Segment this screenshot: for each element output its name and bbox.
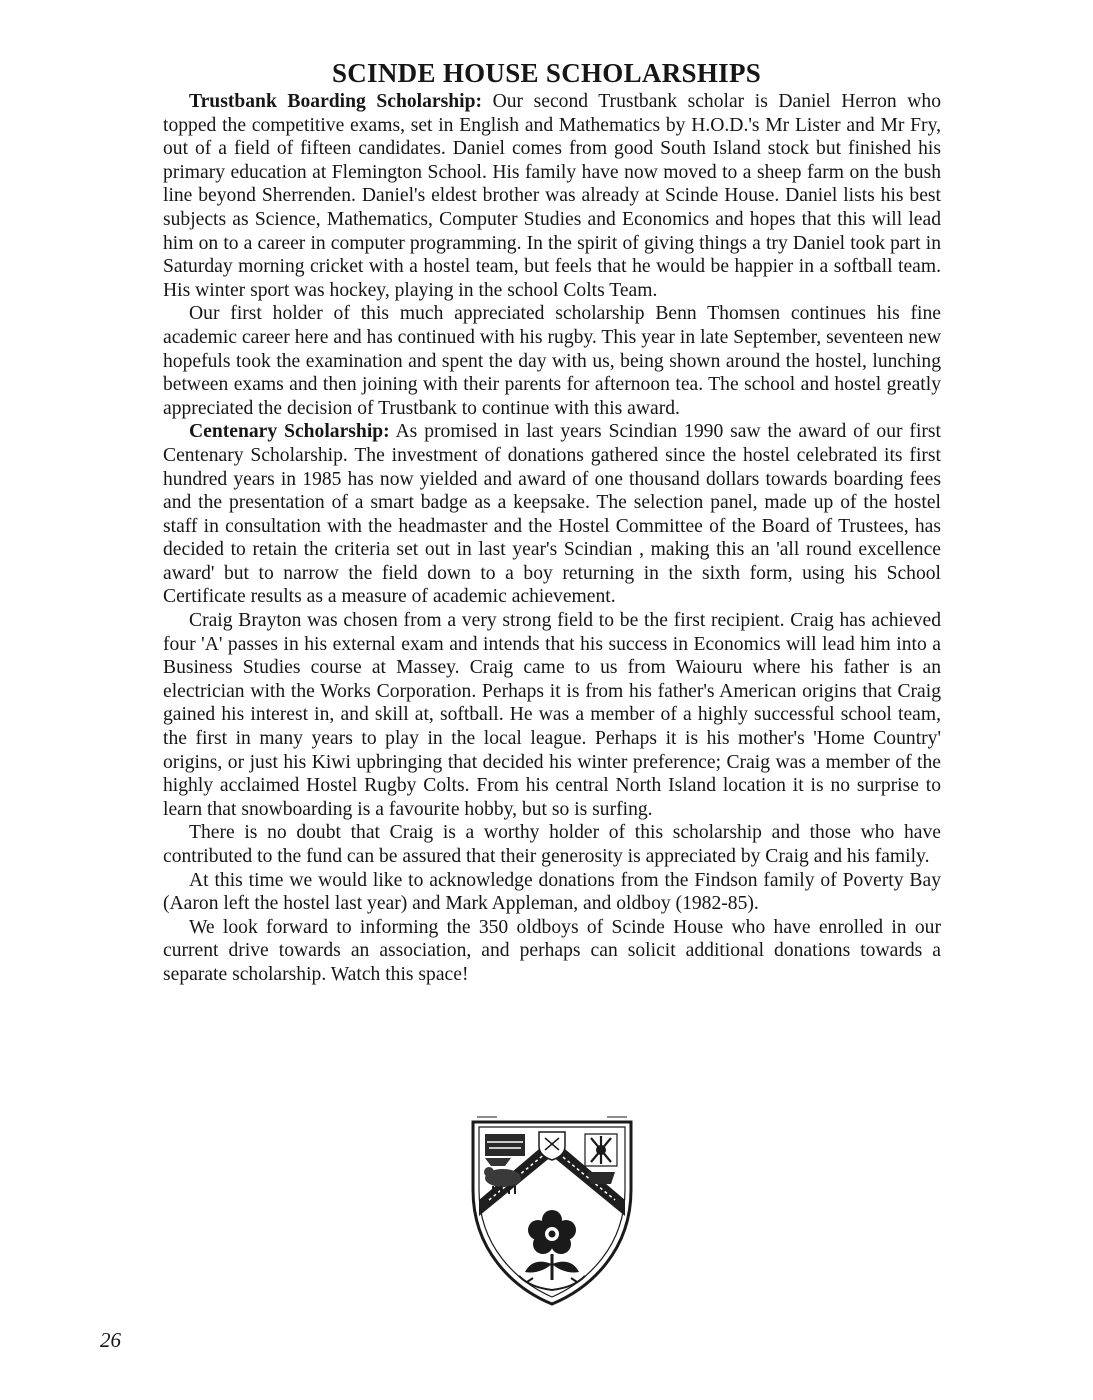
paragraph-donations [163,869,941,916]
paragraph-benn-thomsen [163,302,941,420]
paragraph-text: There is no doubt that Craig is a worthy holder of this scholarship and those who have contributed to the fund can be assured that their generosity is appreciated by Craig and his family. [163,822,941,867]
page-title: SCINDE HOUSE SCHOLARSHIPS [331,58,762,88]
paragraph-text: Craig Brayton was chosen from a very strong field to be the first recipient. Craig has achieved four 'A' passes in his external exam and intends that his success in Economics will lead him into a Business Studies course at Massey. Craig came to us from Waiouru where his father is an electrician with the Works Corporation. Perhaps it is from his father's American origins that Craig gained his interest in, and skill at, softball. He was a member of a highly successful school team, the first in many years to play in the local league. Perhaps it is his mother's 'Home Country' origins, or just his Kiwi upbringing that decided his winter preference; Craig was a member of the highly acclaimed Hostel Rugby Colts. From his central North Island location it is no surprise to learn that snowboarding is a favourite hobby, but so is surfing. [163,610,941,820]
paragraph-text: As promised in last years Scindian 1990 saw the award of our first Centenary Scholarship. The investment of donations gathered since the hostel celebrated its first hundred years in 1985 has now yielded and award of one thousand dollars towards boarding fees and the presentation of a smart badge as a keepsake. The selection panel, made up of the hostel staff in consultation with the headmaster and the Hostel Committee of the Board of Trustees, has decided to retain the criteria set out in last year's Scindian , making this an 'all round excellence award' but to narrow the field down to a boy returning in the sixth form, using his School Certificate results as a measure of academic achievement. [163,421,941,608]
paragraph-trustbank [163,90,941,302]
article-body [163,90,941,987]
paragraph-lead: Centenary Scholarship: [189,421,390,443]
page-number: 26 [100,1328,121,1352]
paragraph-oldboys [163,916,941,987]
paragraph-text: Our second Trustbank scholar is Daniel Herron who topped the competitive exams, set in English and Mathematics by H.O.D.'s Mr Lister and Mr Fry, out of a field of fifteen candidates. Daniel comes from good South Island stock but finished his primary education at Flemington School. His family have now moved to a sheep farm on the bush line beyond Sherrenden. Daniel's eldest brother was already at Scinde House. Daniel lists his best subjects as Science, Mathematics, Computer Studies and Economics and hopes that this will lead him on to a career in computer programming. In the spirit of giving things a try Daniel took part in Saturday morning cricket with a hostel team, but feels that he would be happier in a softball team. His winter sport was hockey, playing in the school Colts Team. [163,91,941,301]
paragraph-centenary [163,420,941,609]
paragraph-text: Our first holder of this much appreciated scholarship Benn Thomsen continues his fine academic career here and has continued with his rugby. This year in late September, seventeen new hopefuls took the examination and spent the day with us, being shown around the hostel, lunching between exams and then joining with their parents for afternoon tea. The school and hostel greatly appreciated the decision of Trustbank to continue with this award. [163,303,941,419]
paragraph-text: We look forward to informing the 350 oldboys of Scinde House who have enrolled in our current drive towards an association, and perhaps can solicit additional donations towards a separate scholarship. Watch this space! [163,916,941,985]
paragraph-text: At this time we would like to acknowledge donations from the Findson family of Poverty Bay (Aaron left the hostel last year) and Mark Appleman, and oldboy (1982-85). [163,869,941,915]
paragraph-craig-brayton [163,609,941,821]
paragraph-worthy-holder [163,821,941,868]
paragraph-lead: Trustbank Boarding Scholarship: [189,91,483,112]
school-crest-icon [467,1112,637,1308]
